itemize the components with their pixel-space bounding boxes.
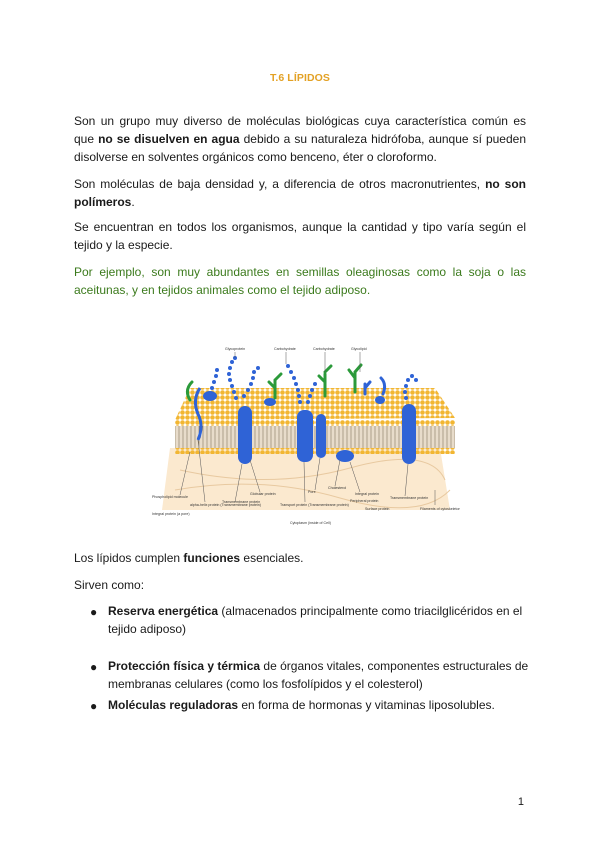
label-cholesterol: Cholesterol — [328, 486, 347, 490]
bullet-icon: ● — [90, 699, 98, 713]
text-span: en forma de hormonas y vitaminas liposolubles. — [238, 698, 495, 712]
text-span: Los lípidos cumplen — [74, 551, 184, 565]
page-title: T.6 LÍPIDOS — [269, 72, 331, 84]
transport-protein — [297, 410, 313, 462]
paragraph-density — [74, 175, 526, 211]
text-span: (almacenados principalmente como triacilglicéridos en el tejido adiposo) — [108, 604, 523, 636]
membrane-illustration — [150, 340, 460, 530]
bold-span: Moléculas reguladoras — [108, 698, 239, 712]
paragraph-serve-as: Sirven como: — [74, 578, 145, 592]
bold-span: Reserva energética — [108, 604, 219, 618]
label-pore: Pore — [308, 490, 316, 494]
bold-span: funciones — [183, 551, 241, 565]
paragraph-example: Por ejemplo, son muy abundantes en semillas oleaginosas como la soja o las aceitunas, y en tejidos animales como el tejido adiposo. — [74, 265, 526, 297]
label-transmembrane-1: Transmembrane protein — [222, 500, 261, 504]
label-transmembrane-2: Transmembrane protein — [390, 496, 429, 500]
paragraph-definition — [74, 112, 526, 166]
label-alpha-helix: alpha-helix protein (Transmembrane protein) — [190, 503, 261, 507]
bold-span: no son polímeros — [74, 177, 527, 209]
membrane-diagram — [150, 340, 460, 530]
list-item — [88, 696, 495, 714]
page-number: 1 — [517, 796, 524, 808]
label-glycolipid: Glycolipid — [351, 347, 367, 351]
paragraph-organisms: Se encuentran en todos los organismos, aunque la cantidad y tipo varía según el tejido y la especie. — [74, 220, 526, 252]
pore-protein — [316, 414, 326, 458]
label-peripheral-protein: Peripheral protein — [350, 499, 379, 503]
label-surface-protein: Surface protein — [365, 507, 390, 511]
text-span: . — [131, 195, 135, 209]
list-item — [88, 657, 533, 693]
label-integral-protein-2: Integral protein — [355, 492, 379, 496]
text-span: Son moléculas de baja densidad y, a diferencia de otros macronutrientes, — [74, 177, 486, 191]
label-carbohydrate-1: Carbohydrate — [274, 347, 296, 351]
label-glycoprotein: Glycoprotein — [225, 347, 246, 351]
transmembrane-protein — [238, 406, 252, 464]
bullet-icon: ● — [90, 660, 98, 674]
globular-protein — [336, 450, 354, 462]
list-item — [88, 602, 533, 638]
text-span: de órganos vitales, componentes estructurales de membranas celulares (como los fosfolípidos y el colesterol) — [108, 659, 529, 691]
label-transport-protein: Transport protein (Transmembrane protein) — [280, 503, 349, 507]
text-span: debido a su naturaleza hidrófoba, aunque sí pueden disolverse en solventes orgánicos como benceno, éter o cloroformo. — [74, 132, 527, 164]
label-cytoplasm: Cytoplasm (inside of Cell) — [290, 521, 331, 525]
surface-protein — [402, 404, 416, 464]
peripheral-protein — [203, 391, 217, 401]
label-filaments: Filaments of cytoskeleton — [420, 507, 460, 511]
label-globular-protein: Globular protein — [250, 492, 276, 496]
bullet-icon: ● — [90, 605, 98, 619]
paragraph-functions — [74, 549, 526, 567]
text-span: esenciales. — [240, 551, 304, 565]
label-carbohydrate-2: Carbohydrate — [313, 347, 335, 351]
bold-span: Protección física y térmica — [108, 659, 261, 673]
label-integral-protein: Integral protein (a pore) — [152, 512, 190, 516]
text-span: Son un grupo muy diverso de moléculas biológicas cuya característica común es que — [74, 114, 526, 146]
bold-span: no se disuelven en agua — [98, 132, 240, 146]
label-phospholipid: Phospholipid molecule — [152, 495, 188, 499]
